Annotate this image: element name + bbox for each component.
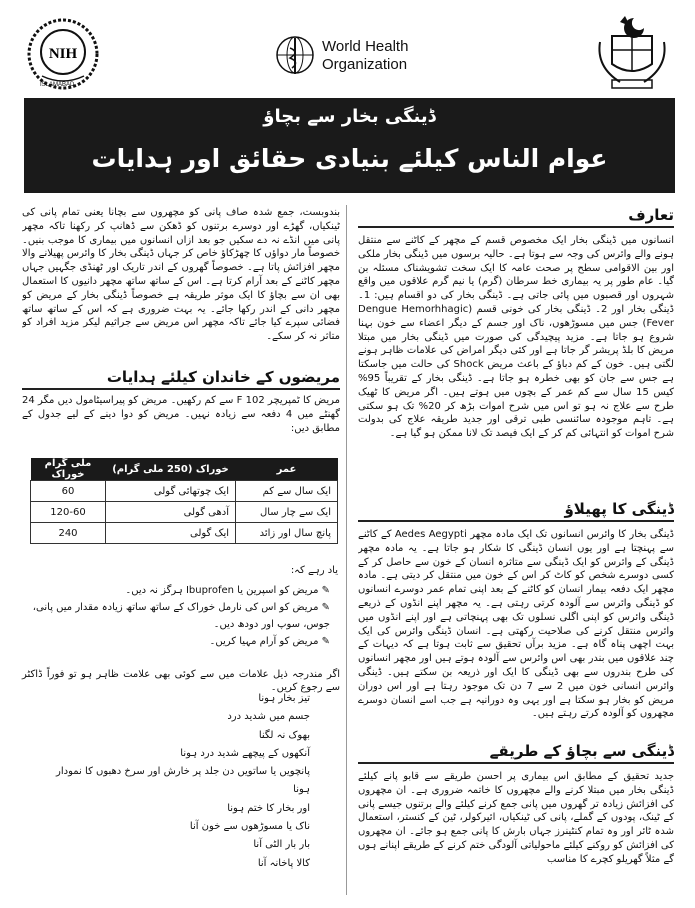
- list-item: تیز بخار ہونا: [258, 693, 310, 704]
- intro-section: [358, 206, 674, 484]
- cell-dose: آدھی گولی: [106, 502, 236, 523]
- table-row: [31, 502, 338, 523]
- cell-mg: 120-60: [31, 502, 106, 523]
- svg-text:NIH: NIH: [48, 46, 78, 62]
- nih-seal-text: ISLAMABAD: [40, 82, 75, 88]
- table-row: [31, 523, 338, 544]
- family-section: [22, 368, 340, 438]
- symptoms-list: [40, 690, 310, 873]
- cell-age: پانچ سال اور زائد: [236, 523, 338, 544]
- cell-dose: ایک چوتھائی گولی: [106, 481, 236, 502]
- list-item: کالا پاخانہ آنا: [257, 857, 310, 869]
- list-item: ناک یا مسوڑھوں سے خون آنا: [189, 821, 310, 833]
- spread-heading: ڈینگی کا پھیلاؤ: [564, 500, 674, 518]
- intro-rule: [358, 226, 674, 228]
- cell-mg: 240: [31, 523, 106, 544]
- list-item: ✎ مریض کو آرام مہیا کریں۔: [30, 633, 330, 650]
- banner-subtitle: ڈینگی بخار سے بچاؤ: [263, 106, 436, 127]
- list-item: جسم میں شدید درد: [227, 711, 310, 723]
- title-banner: [24, 98, 675, 193]
- list-item: پانچویں یا ساتویں دن جلد پر خارش اور سرخ دھبوں کا نمودار ہونا: [56, 766, 310, 796]
- header-dose: خوراک (250 ملی گرام): [106, 458, 236, 481]
- prevention-rule: [358, 762, 674, 764]
- cell-age: ایک سال سے کم: [236, 481, 338, 502]
- remember-label: یاد رہے کہ:: [290, 565, 338, 576]
- left-top-paragraph: بندوبست، جمع شدہ صاف پانی کو مچھروں سے بچانا یعنی تمام پانی کی ٹینکیاں، گھڑے اور دوسرے برتنوں کو ڈھکن سے ڈھانپ کر رکھنا تاکہ مچھر پانی میں انڈے نہ دے سکیں جو بعد ازاں انسانوں میں بیماری کا موجب بنیں۔ خصوصاً مار دواؤں کا چھڑکاؤ خاص کر جہاں ڈینگی بخار کا وائرس پھیلانے والا مچھر افزائش پاتا ہے۔ خصوصاً گھروں کے اندر تاریک اور ٹھنڈی جگہیں جہاں مچھر کاٹنے کے بعد آرام کرتا ہے۔ اس کے ساتھ ساتھ مچھر دانیوں کا استعمال بھی ان سے بچاؤ کا ایک موثر طریقہ ہے خصوصاً ڈینگی بخار کے مریض کو مچھر دانی کے اندر رکھا جائے۔ یہ بہت ضروری ہے کہ اس کے ساتھ ساتھ فضائی سپرے کیا جائے تاکہ مچھر اس مریض سے جراثیم لیکر مزید افراد کو متاثر نہ کر سکے۔: [22, 207, 340, 343]
- prevention-section: [358, 742, 674, 898]
- intro-heading: تعارف: [628, 206, 674, 224]
- symptoms-intro: اگر مندرجہ ذیل علامات میں سے کوئی بھی علامت ظاہر ہو تو فوراً ڈاکٹر سے رجوع کریں۔: [22, 669, 340, 693]
- dosage-table: [30, 458, 338, 544]
- family-heading: مریضوں کے خاندان کیلئے ہدایات: [106, 368, 340, 386]
- intro-paragraph: انسانوں میں ڈینگی بخار ایک مخصوص قسم کے مچھر کے کاٹنے سے منتقل ہونے والے وائرس کی وجہ سے ہوتا ہے۔ حالیہ برسوں میں ڈینگی بخار ملکی اور بین الاقوامی سطح پر صحت عامہ کا ایک سخت تشویشناک مسئلہ بن گیا۔ عام طور پر یہ بیماری خط سرطان (گرم) یا نیم گرم علاقوں میں واقع شہروں اور قصبوں میں پائی جاتی ہے۔ ڈینگی بخار کی دو اقسام ہیں: 1۔ ڈینگی بخار اور 2۔ ڈینگی بخار کی خونی قسم (Dengue Hemorhhagic Fever) جس میں مسوڑھوں، ناک اور جسم کے دیگر اعضاء سے خون بہنا شروع ہو جاتا ہے۔ مزید پیچیدگی کی صورت میں ڈینگی بخار میں مبتلا مریض کا بلڈ پریشر گر جاتا ہے اور کئی دیگر امراض کی علامات ظاہر ہونے لگتی ہیں۔ خون کے کم دباؤ کے باعث مریض Shock کی حالت میں جاسکتا ہے جس سے جان کو بھی خطرہ ہو جاتا ہے۔ ڈینگی بخار کے تقریباً 95% کیس 15 سال سے کم عمر کے بچوں میں ہوتے ہیں۔ اگر مریض کا ٹھیک طرح سے علاج نہ ہو تو اس میں شرح اموات بڑھ کر 20% تک ہو سکتی ہے۔ تاہم موجودہ سائنسی طبی ترقی اور جدید طریقہ علاج کی بدولت شرح اموات کو انتہائی کم کر کے ایک فیصد تک لانا ممکن ہو گیا ہے۔: [358, 235, 674, 440]
- list-item: بھوک نہ لگنا: [258, 729, 310, 741]
- list-item: ✎ مریض کو اس کی نارمل خوراک کے ساتھ ساتھ زیادہ مقدار میں پانی، جوس، سوپ اور دودھ دیں۔: [30, 599, 330, 633]
- column-divider: [346, 205, 347, 895]
- who-name: World Health Organization: [322, 38, 409, 73]
- table-header-row: [31, 458, 338, 481]
- warnings-list: [30, 582, 330, 650]
- spread-rule: [358, 520, 674, 522]
- list-item: آنکھوں کے پیچھے شدید درد ہونا: [180, 747, 310, 759]
- prevention-paragraph: جدید تحقیق کے مطابق اس بیماری پر احسن طریقے سے قابو پانے کیلئے ڈینگی بخار میں مبتلا کرنے والے مچھروں کا خاتمہ ضروری ہے۔ ان مچھروں کی افزائش زیادہ تر گھروں میں پانی جمع کرنے کیلئے والے برتنوں جیسے پانی کے ٹینک، پودوں کے گملے، پانی کی ٹینکیاں، ائیرکولر، ٹین کے کنستر، استعمال شدہ ٹائر اور وہ تمام کنٹینرز جہاں بارش کا پانی جمع ہو جائے۔ ان مچھروں کی افزائش کو روکنے کیلئے ماحولیاتی آلودگی ختم کرنے کے طریقے اپنانے ہوں گے مثلاً گھریلو کچرے کا مناسب: [358, 771, 674, 865]
- list-item: اور بخار کا ختم ہونا: [227, 802, 310, 814]
- cell-dose: ایک گولی: [106, 523, 236, 544]
- spread-paragraph: ڈینگی بخار کا وائرس انسانوں تک ایک مادہ مچھر Aedes Aegypti کے کاٹنے سے پہنچتا ہے اور یوں انسان ڈینگی کا شکار ہو جاتا ہے۔ یہ مادہ مچھر ڈینگی کے وائرس کو ایک ڈینگی سے متاثرہ انسان کے خون سے حاصل کر کے کسی دوسرے شخص کو کاٹ کر اس کے خون میں منتقل کر دیتی ہے۔ مادہ مچھر ایک دفعہ بیمار انسان کو کاٹنے کے بعد اپنی تمام عمر دوسرے انسانوں کو ڈینگی وائرس سے آلودہ کرتی رہتی ہے۔ یہ مچھر اپنے انڈوں کے ذریعے ڈینگی وائرس کو اپنی اگلی نسلوں تک بھی پہنچاتی ہے اور اپنے انڈوں میں وائرس منتقل کرنے کی صلاحیت رکھتی ہے۔ انسان ڈینگی وائرس کی ایک بہت اچھی پناہ گاہ ہے۔ مزید برآں تحقیق سے ثابت ہوتا ہے کہ دیہات کے چند علاقوں میں بندر بھی اس وائرس سے آلودہ ہوتے ہیں اور مچھر انسانوں کی طرح بندروں سے بھی ڈینگی کا ایک اور ذریعہ بن سکتے ہیں۔ ڈینگی وائرس انسانی خون میں 2 سے 7 دن تک موجود رہتا ہے اور اس دوران مریض کو بخار ہو سکتا ہے اور یہی وہ دورانیہ ہے جب اسے انسان دوسرے مچھروں کو آلودہ کرتے رہتے ہیں۔: [358, 529, 674, 720]
- list-item: ✎ مریض کو اسپرین یا Ibuprofen ہرگز نہ دیں۔: [30, 582, 330, 599]
- cell-mg: 60: [31, 481, 106, 502]
- spread-section: [358, 500, 674, 750]
- banner-title: عوام الناس کیلئے بنیادی حقائق اور ہدایات: [91, 144, 608, 173]
- family-paragraph: مریض کا ٹمپریچر 102 F سے کم رکھیں۔ مریض کو پیراسیٹامول دیں مگر 24 گھنٹے میں 4 دفعہ سے زیادہ نہیں۔ مریض کو دوا دینے کے لیے جدول کے مطابق دیں:: [22, 395, 340, 434]
- list-item: بار بار الٹی آنا: [253, 839, 310, 851]
- family-rule: [22, 388, 340, 390]
- header-mg: ملی گرام خوراک: [31, 458, 106, 481]
- table-row: [31, 481, 338, 502]
- prevention-heading: ڈینگی سے بچاؤ کے طریقے: [489, 742, 674, 760]
- government-emblem: [590, 12, 674, 94]
- cell-age: ایک سے چار سال: [236, 502, 338, 523]
- header-age: عمر: [236, 458, 338, 481]
